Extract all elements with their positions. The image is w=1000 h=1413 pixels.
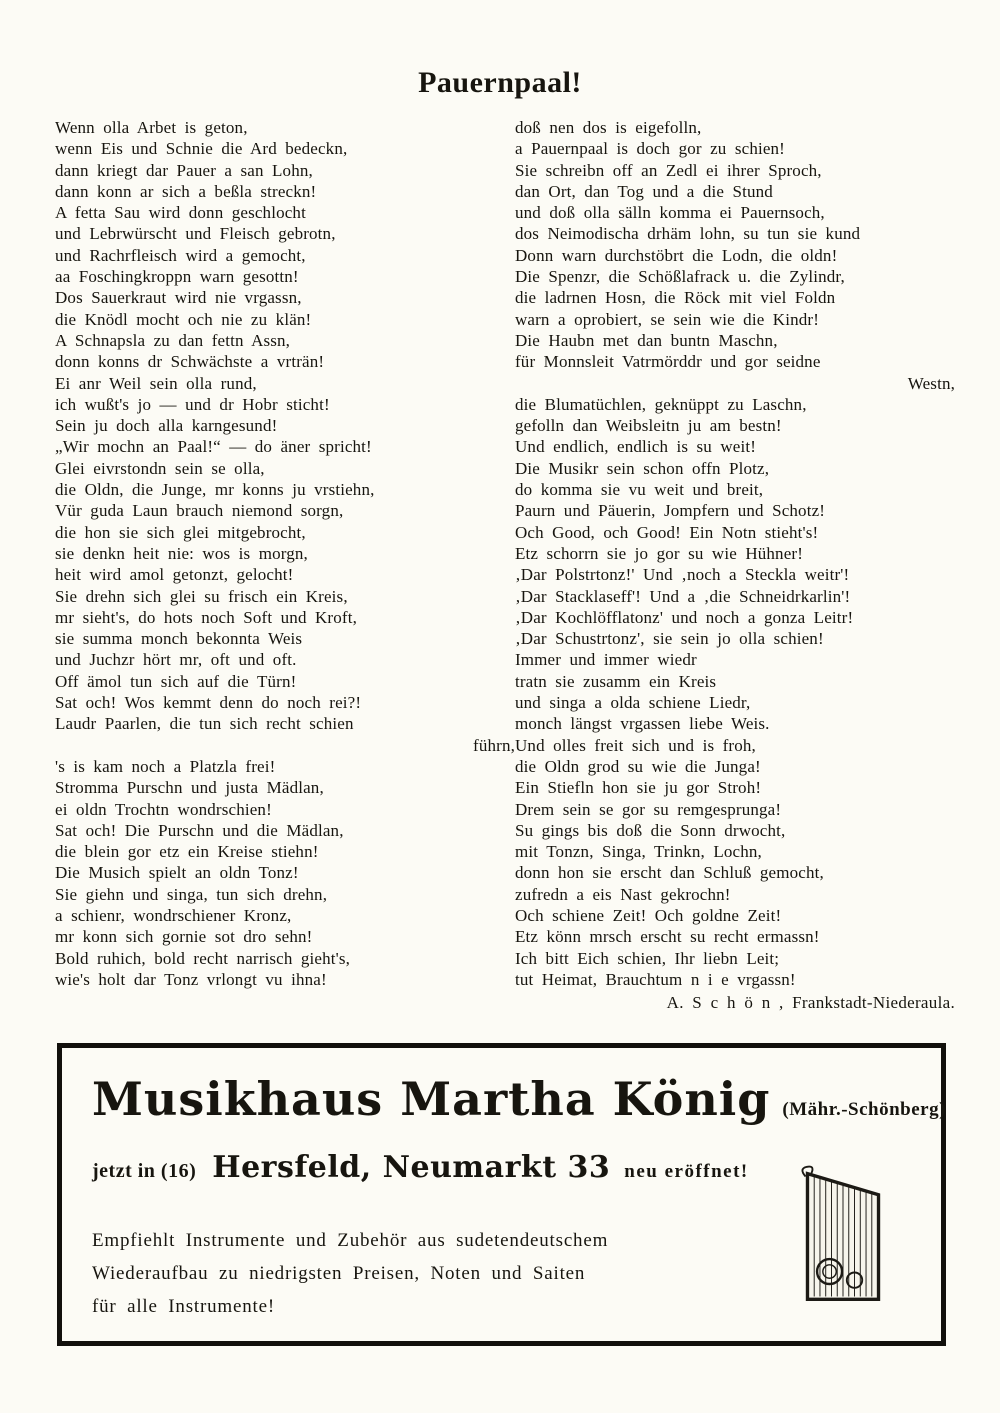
poem-line: Wenn olla Arbet is geton, xyxy=(55,118,248,137)
poem-line: Die Musikr sein schon offn Plotz, xyxy=(515,458,770,478)
poem-line: wenn Eis und Schnie die Ard bedeckn, xyxy=(55,139,348,159)
poem-line: dann kriegt dar Pauer a san Lohn, xyxy=(55,160,313,180)
harp-icon xyxy=(795,1164,891,1308)
poem-line: Sein ju doch alla karngesund! xyxy=(55,416,278,436)
ad-body-line: für alle Instrumente! xyxy=(92,1296,275,1317)
poem-line: Ei anr Weil sein olla rund, xyxy=(55,373,257,393)
poem-line: Etz schorrn sie jo gor su wie Hühner! xyxy=(515,543,804,563)
poem-line: warn a oprobiert, se sein wie die Kindr! xyxy=(515,309,820,329)
ad-opened: neu eröffnet! xyxy=(624,1161,749,1182)
poem-line: Laudr Paarlen, die tun sich recht schien xyxy=(55,714,354,734)
poem-line: Paurn und Päuerin, Jompfern und Schotz! xyxy=(515,501,826,521)
poem-line: tut Heimat, Brauchtum n i e vrgassn! xyxy=(515,969,796,989)
poem-line: und Lebrwürscht und Fleisch gebrotn, xyxy=(55,224,336,244)
poem-line: Och Good, och Good! Ein Notn stieht's! xyxy=(515,522,819,542)
poem-line: Sat och! Die Purschn und die Mädlan, xyxy=(55,820,344,840)
ad-body-text xyxy=(92,1224,608,1323)
poem-line: wie's holt dar Tonz vrlongt vu ihna! xyxy=(55,969,327,989)
poem-line: Die Spenzr, die Schößlafrack u. die Zylindr, xyxy=(515,267,845,287)
poem-line: Off ämol tun sich auf die Türn! xyxy=(55,671,297,691)
poem-line: monch längst vrgassen liebe Weis. xyxy=(515,714,770,734)
poem-line: tratn sie zusamm ein Kreis xyxy=(515,671,717,691)
poem-line: Drem sein se gor su remgesprunga! xyxy=(515,799,782,819)
poem-line: „Wir mochn an Paal!“ — do äner spricht! xyxy=(55,437,372,457)
poem-right-lines xyxy=(515,117,955,990)
poem-line: Westn, xyxy=(907,373,955,393)
poem-title: Pauernpaal! xyxy=(418,66,582,99)
poem-line: sie summa monch bekonnta Weis xyxy=(55,629,303,649)
poem-line: und doß olla sälln komma ei Pauernsoch, xyxy=(515,203,825,223)
poem-left-lines xyxy=(55,117,515,990)
poem-line: Su gings bis doß die Sonn drwocht, xyxy=(515,820,786,840)
poem-line: Glei eivrstondn sein se olla, xyxy=(55,458,265,478)
poem-line: ‚Dar Kochlöfflatonz' und noch a gonza Leitr! xyxy=(515,607,854,627)
poem-line: die ladrnen Hosn, die Röck mit viel Foldn xyxy=(515,288,836,308)
poem-line: ich wußt's jo — und dr Hobr sticht! xyxy=(55,394,330,414)
poem-line: die hon sie sich glei mitgebrocht, xyxy=(55,522,306,542)
poem-line: 's is kam noch a Platzla frei! xyxy=(55,756,276,776)
poem-line: doß nen dos is eigefolln, xyxy=(515,118,702,137)
poem-line: ‚Dar Stacklaseff'! Und a ‚die Schneidrkarlin'! xyxy=(515,586,851,606)
poem-line: Immer und immer wiedr xyxy=(515,650,697,670)
poem-line: Och schiene Zeit! Och goldne Zeit! xyxy=(515,905,782,925)
poem-line: Etz könn mrsch erscht su recht ermassn! xyxy=(515,927,820,947)
advertisement-box xyxy=(57,1043,946,1346)
poem-line: dos Neimodischa drhäm lohn, su tun sie kund xyxy=(515,224,861,244)
ad-body-line: Wiederaufbau zu niedrigsten Preisen, Noten und Saiten xyxy=(92,1263,586,1284)
poem-line: die Knödl mocht och nie zu klän! xyxy=(55,309,312,329)
poem-line: und singa a olda schiene Liedr, xyxy=(515,693,751,713)
poem-line: A Schnapsla zu dan fettn Assn, xyxy=(55,330,291,350)
poem-line: zufredn a eis Nast gekrochn! xyxy=(515,884,731,904)
poem-line: die Oldn grod su wie die Junga! xyxy=(515,756,761,776)
poem-line: ‚Dar Schustrtonz', sie sein jo olla schien! xyxy=(515,629,824,649)
ad-body-line: Empfiehlt Instrumente und Zubehör aus sudetendeutschem xyxy=(92,1230,609,1251)
poem-line: führn, xyxy=(473,735,515,755)
poem-line: ei oldn Trochtn wondrschien! xyxy=(55,799,272,819)
ad-origin-city: (Mähr.-Schönberg) xyxy=(782,1099,946,1120)
poem-line: Donn warn durchstöbrt die Lodn, die oldn! xyxy=(515,245,838,265)
poem-line: Die Musich spielt an oldn Tonz! xyxy=(55,863,299,883)
poem-line: donn konns dr Schwächste a vrträn! xyxy=(55,352,325,372)
poem-line: Die Haubn met dan buntn Maschn, xyxy=(515,330,778,350)
poem-line: Stromma Purschn und justa Mädlan, xyxy=(55,778,324,798)
poem-line: sie denkn heit nie: wos is morgn, xyxy=(55,543,308,563)
poem-line: a schienr, wondrschiener Kronz, xyxy=(55,905,292,925)
poem-line: Sie schreibn off an Zedl ei ihrer Sproch, xyxy=(515,160,822,180)
poem-line: Ich bitt Eich schien, Ihr liebn Leit; xyxy=(515,948,780,968)
poem-line: die Oldn, die Junge, mr konns ju vrstiehn, xyxy=(55,480,375,500)
ad-address: Hersfeld, Neumarkt 33 xyxy=(212,1150,611,1185)
poem-line: die blein gor etz ein Kreise stiehn! xyxy=(55,842,319,862)
poem-line: für Monnsleit Vatrmörddr und gor seidne xyxy=(515,352,821,372)
poem-line: ‚Dar Polstrtonz!' Und ‚noch a Steckla weitr'! xyxy=(515,565,850,585)
ad-address-line xyxy=(92,1150,749,1185)
poem-line: gefolln dan Weibsleitn ju am bestn! xyxy=(515,416,782,436)
poem-columns xyxy=(55,117,955,1013)
poem-line: mit Tonzn, Singa, Trinkn, Lochn, xyxy=(515,842,762,862)
poem-line: Und endlich, endlich is su weit! xyxy=(515,437,757,457)
poem-line: die Blumatüchlen, geknüppt zu Laschn, xyxy=(515,394,807,414)
poem-line: heit wird amol getonzt, gelocht! xyxy=(55,565,294,585)
poem-signature: A. S c h ö n , Frankstadt-Niederaula. xyxy=(666,993,955,1013)
poem-line: Und olles freit sich und is froh, xyxy=(515,735,756,755)
poem-line: mr sieht's, do hots noch Soft und Kroft, xyxy=(55,607,357,627)
poem-line: mr konn sich gornie sot dro sehn! xyxy=(55,927,313,947)
poem-line: aa Foschingkroppn warn gesottn! xyxy=(55,267,299,287)
ad-now-in: jetzt in (16) xyxy=(92,1160,197,1182)
poem-line: Dos Sauerkraut wird nie vrgassn, xyxy=(55,288,302,308)
poem-line: und Rachrfleisch wird a gemocht, xyxy=(55,245,306,265)
ad-brand-name: Musikhaus Martha König xyxy=(92,1072,771,1126)
poem-line: Sie giehn und singa, tun sich drehn, xyxy=(55,884,328,904)
poem-line: do komma sie vu weit und breit, xyxy=(515,480,764,500)
ad-headline xyxy=(92,1072,946,1126)
poem-right-column xyxy=(515,117,955,1013)
poem-line: Bold ruhich, bold recht narrisch gieht's, xyxy=(55,948,351,968)
poem-left-column xyxy=(55,117,515,1013)
poem-line: donn hon sie erscht dan Schluß gemocht, xyxy=(515,863,824,883)
poem-line: und Juchzr hört mr, oft und oft. xyxy=(55,650,297,670)
poem-line: Ein Stiefln hon sie ju gor Stroh! xyxy=(515,778,762,798)
poem-line: dann konn ar sich a beßla streckn! xyxy=(55,181,317,201)
poem-line: dan Ort, dan Tog und a die Stund xyxy=(515,181,773,201)
poem-line: a Pauernpaal is doch gor zu schien! xyxy=(515,139,785,159)
poem-line: Sat och! Wos kemmt denn do noch rei?! xyxy=(55,693,362,713)
poem-line: Vür guda Laun brauch niemond sorgn, xyxy=(55,501,344,521)
poem-line: Sie drehn sich glei su frisch ein Kreis, xyxy=(55,586,348,606)
poem-line: A fetta Sau wird donn geschlocht xyxy=(55,203,306,223)
